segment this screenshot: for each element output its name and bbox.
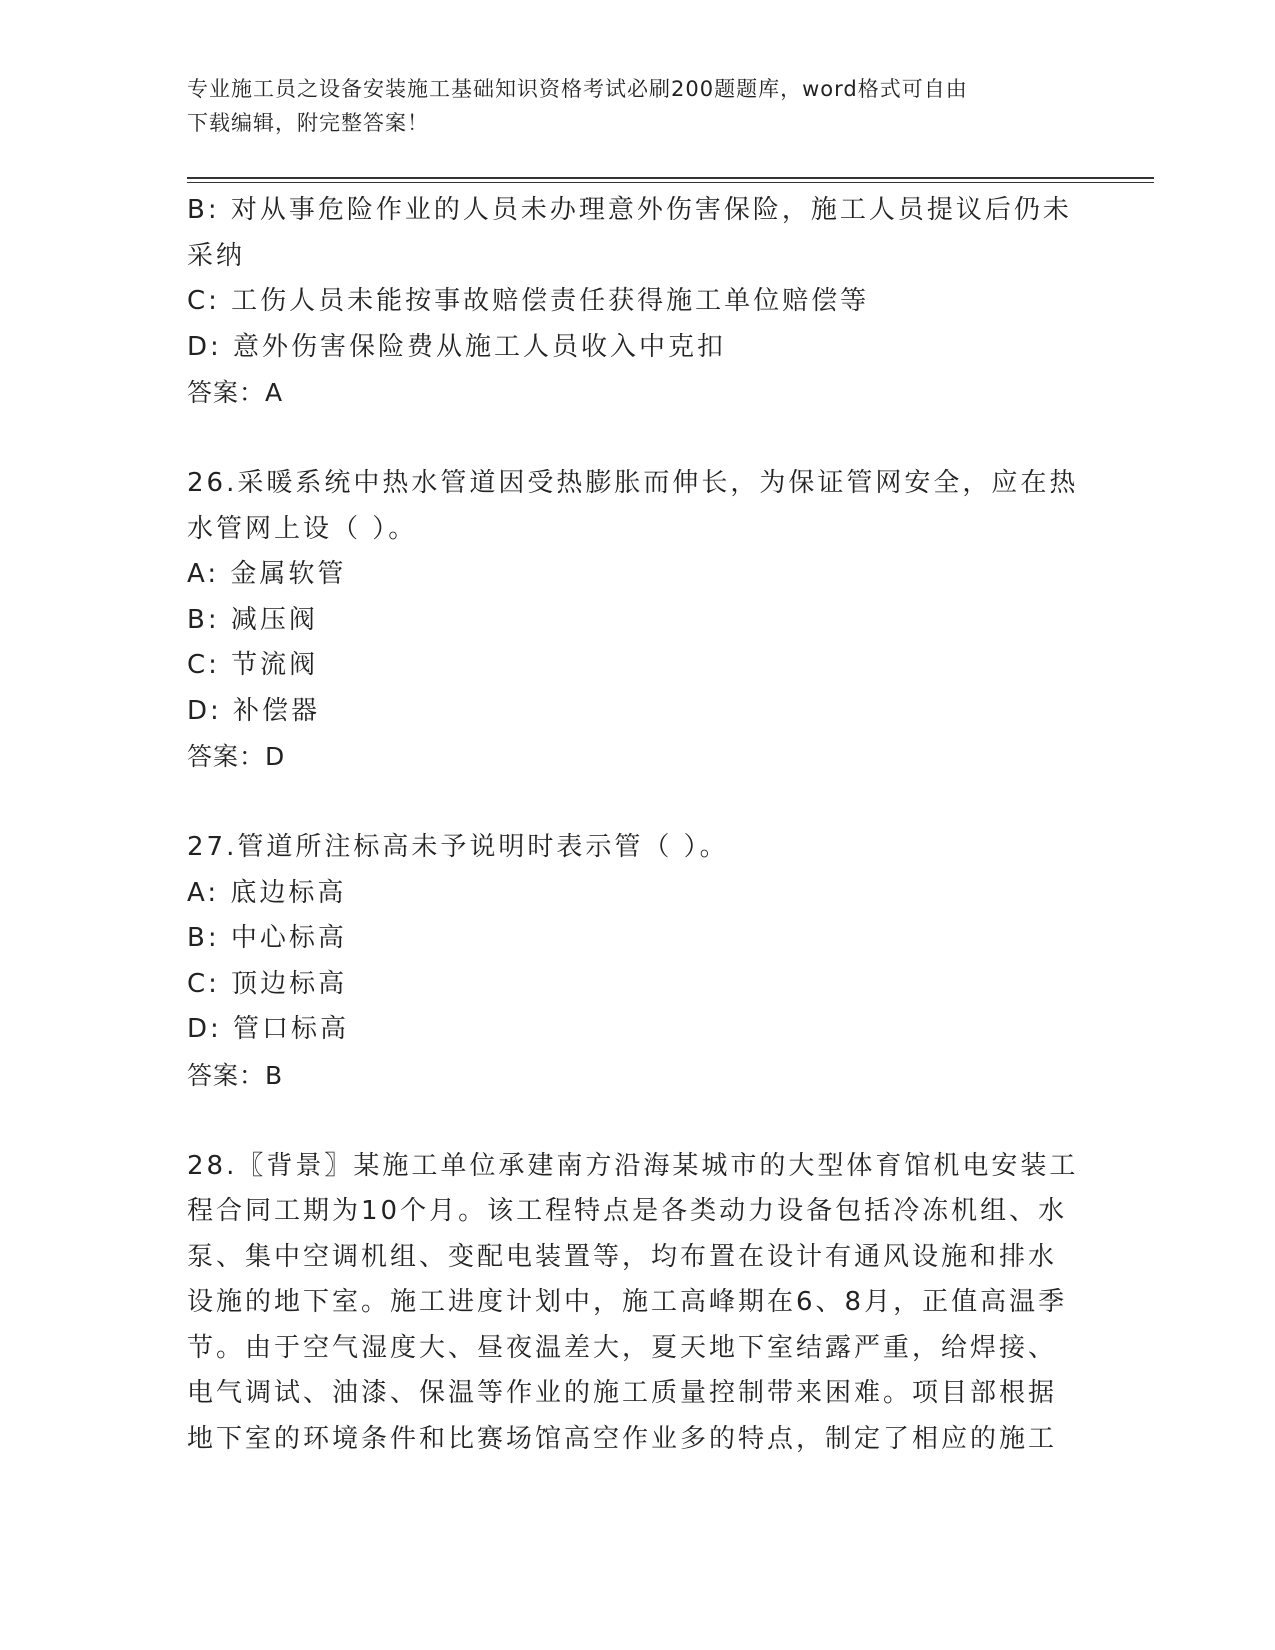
question-stem: 27.管道所注标高未予说明时表示管（ ）。 (187, 832, 729, 862)
question-25-continued (187, 188, 1087, 416)
answer: 答案：A (187, 378, 284, 407)
option-b: B: 减压阀 (187, 604, 318, 635)
question-28 (187, 1144, 1087, 1463)
option-b-line-2: 采纳 (187, 240, 246, 271)
spacer (187, 780, 1087, 826)
question-paragraph-line: 节。由于空气湿度大、昼夜温差大，夏天地下室结露严重，给焊接、 (187, 1332, 1058, 1363)
question-27 (187, 825, 1087, 1098)
question-paragraph-line: 泵、集中空调机组、变配电装置等，均布置在设计有通风设施和排水 (187, 1241, 1058, 1272)
question-stem-line-1: 26.采暖系统中热水管道因受热膨胀而伸长，为保证管网安全，应在热 (187, 468, 1079, 498)
option-a: A: 金属软管 (187, 559, 347, 589)
question-paragraph-line: 28.〖背景〗某施工单位承建南方沿海某城市的大型体育馆机电安装工 (187, 1150, 1079, 1181)
answer: 答案：B (187, 1060, 284, 1090)
question-paragraph-line: 程合同工期为10个月。该工程特点是各类动力设备包括冷冻机组、水 (187, 1196, 1068, 1226)
question-26 (187, 461, 1087, 780)
option-d: D: 意外伤害保险费从施工人员收入中克扣 (187, 331, 727, 362)
question-paragraph-line: 地下室的环境条件和比赛场馆高空作业多的特点，制定了相应的施工 (187, 1423, 1058, 1454)
spacer (187, 416, 1087, 462)
question-paragraph-line: 电气调试、油漆、保温等作业的施工质量控制带来困难。项目部根据 (187, 1378, 1058, 1408)
header-rule-thin (187, 182, 1154, 183)
option-d: D: 补偿器 (187, 695, 321, 726)
option-c: C: 顶边标高 (187, 968, 348, 999)
header-line-2: 下载编辑，附完整答案！ (187, 111, 429, 135)
option-b: B: 中心标高 (187, 923, 347, 953)
spacer (187, 1098, 1087, 1144)
header-line-1: 专业施工员之设备安装施工基础知识资格考试必刷200题题库，word格式可自由 (187, 77, 968, 101)
option-a: A: 底边标高 (187, 877, 347, 908)
header-rule-thick (187, 177, 1154, 179)
question-paragraph-line: 设施的地下室。施工进度计划中，施工高峰期在6、8月，正值高温季 (187, 1287, 1068, 1317)
option-b-line-1: B: 对从事危险作业的人员未办理意外伤害保险，施工人员提议后仍未 (187, 195, 1072, 225)
option-d: D: 管口标高 (187, 1014, 350, 1044)
option-c: C: 工伤人员未能按事故赔偿责任获得施工单位赔偿等 (187, 286, 870, 316)
option-c: C: 节流阀 (187, 650, 319, 680)
document-body (187, 188, 1087, 1462)
answer: 答案：D (187, 742, 286, 771)
document-header (187, 72, 1067, 140)
question-stem-line-2: 水管网上设（ ）。 (187, 513, 418, 544)
